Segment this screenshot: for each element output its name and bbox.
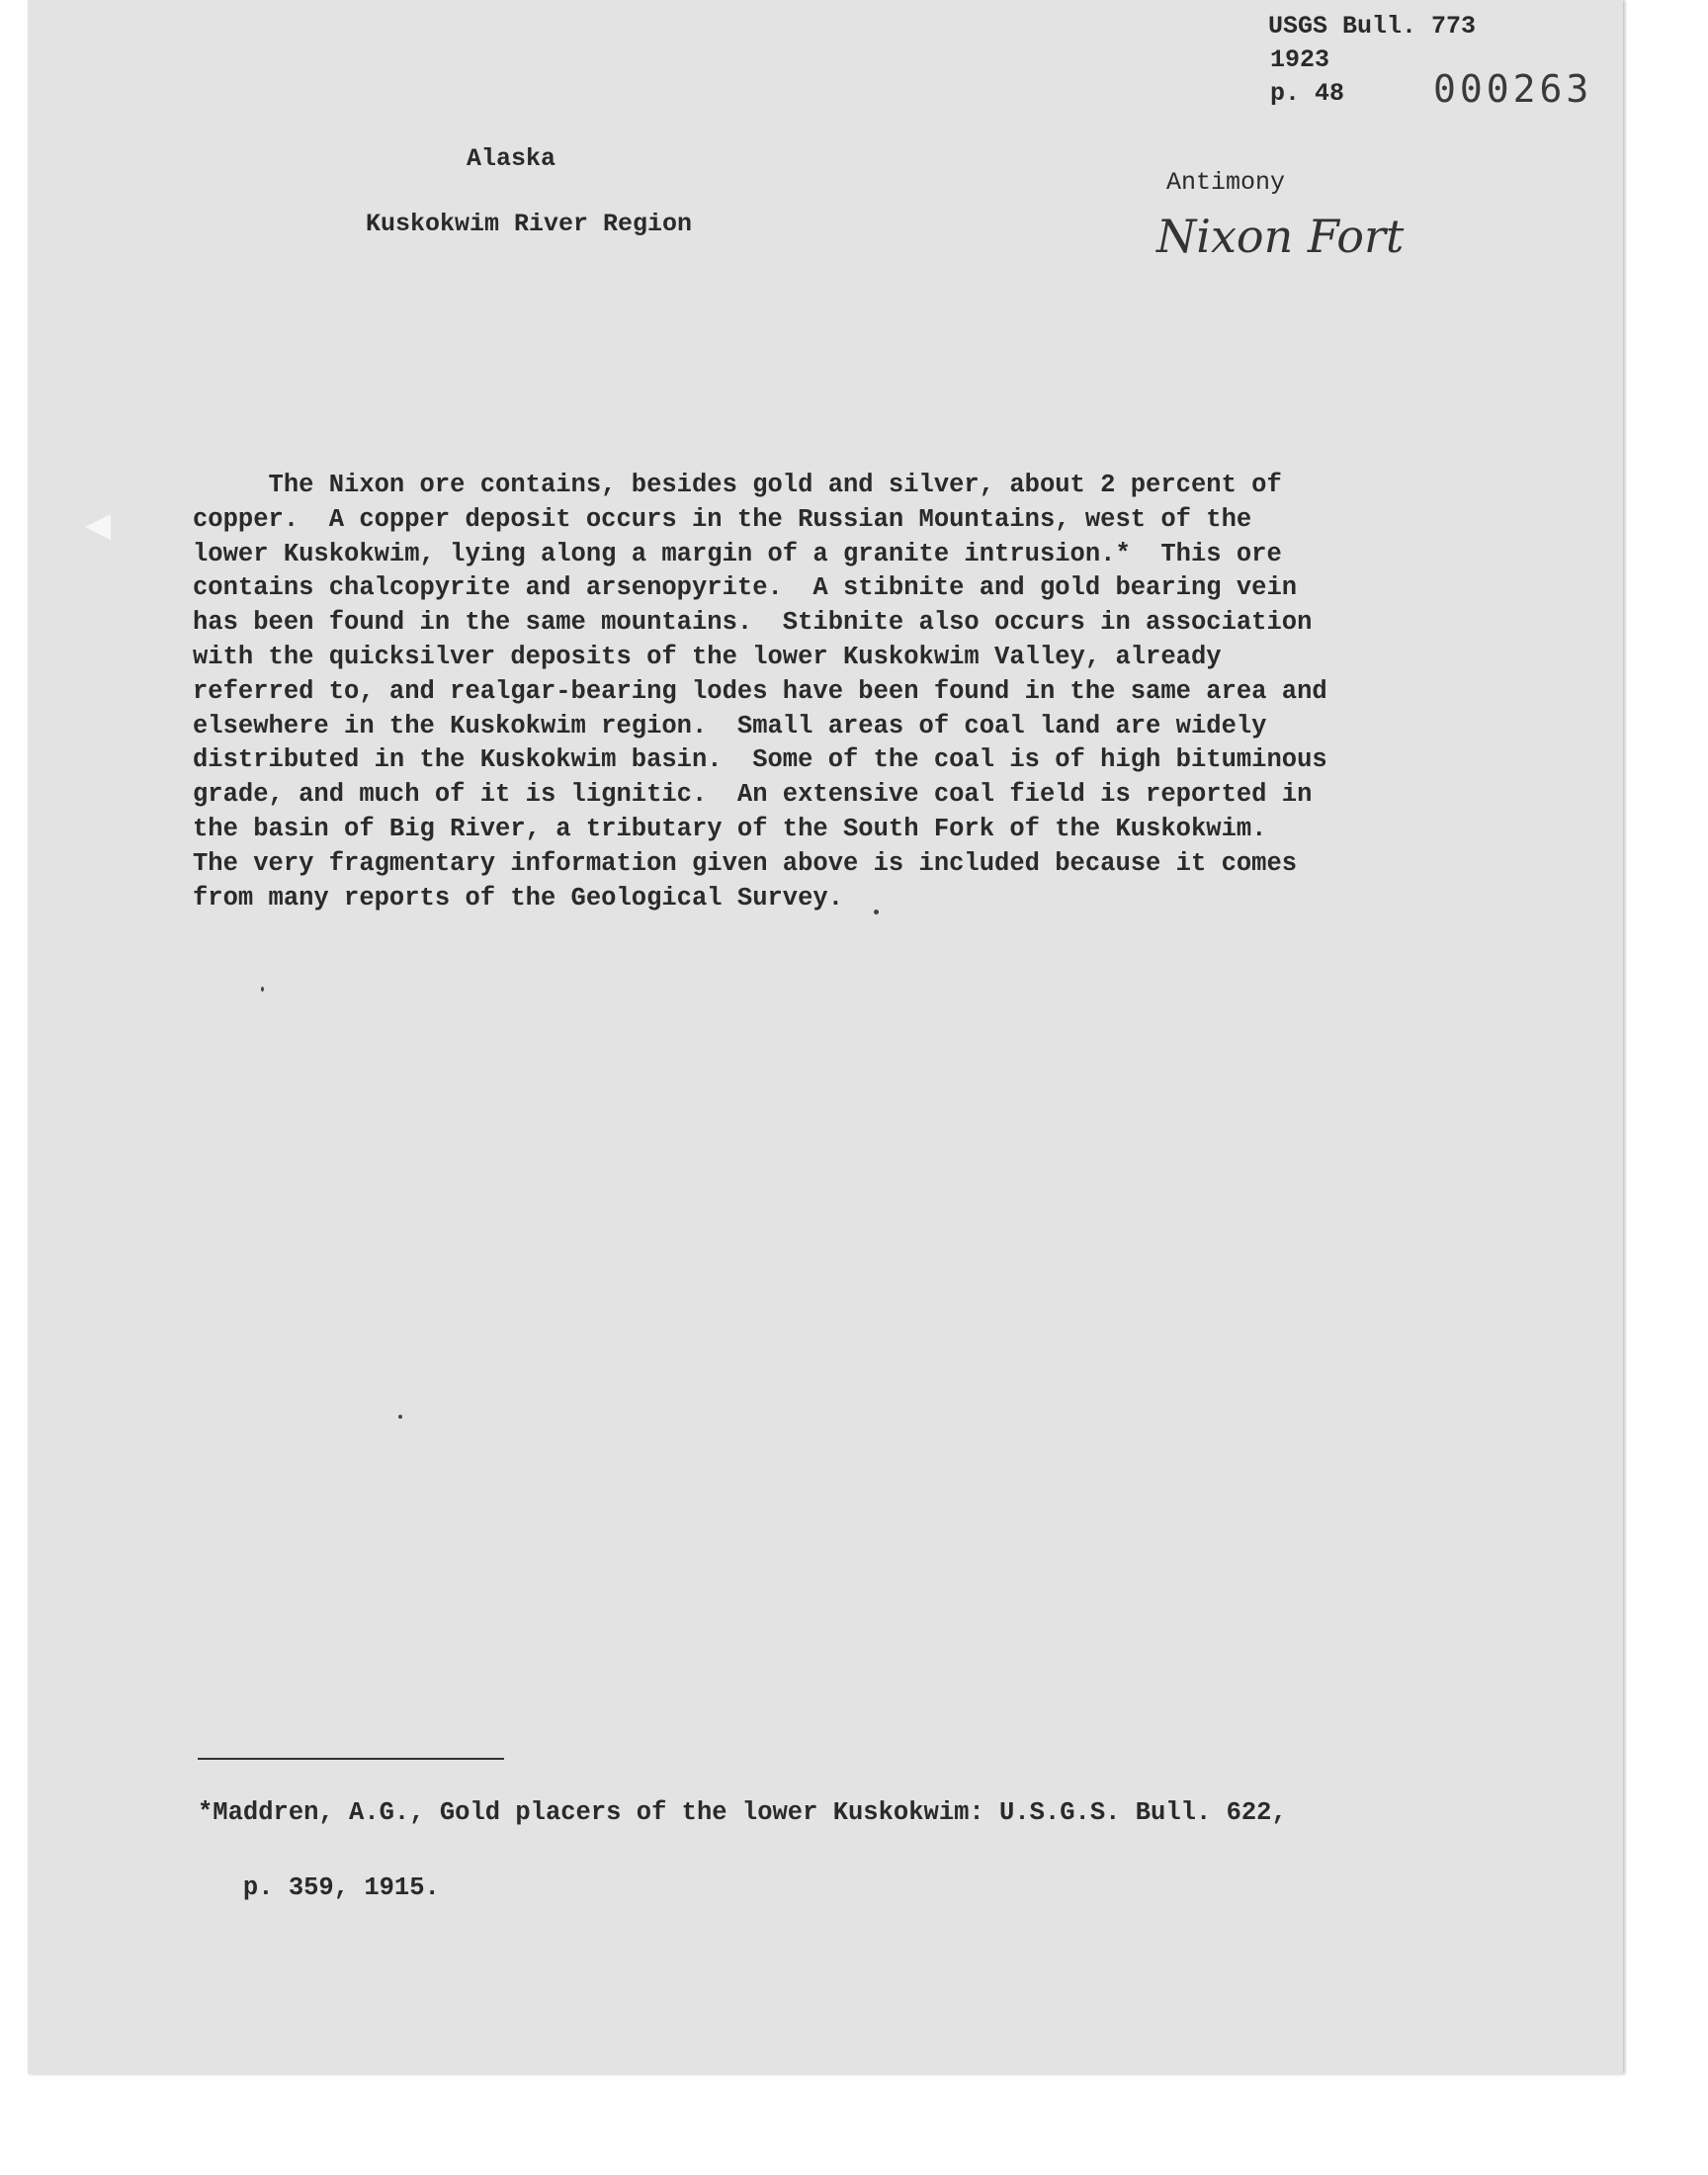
reference-year: 1923 xyxy=(1270,45,1330,74)
scan-speck xyxy=(261,987,264,992)
body-line: from many reports of the Geological Survey. xyxy=(193,883,844,913)
body-line: grade, and much of it is lignitic. An extensive coal field is reported in xyxy=(193,780,1313,810)
reference-source: USGS Bull. 773 xyxy=(1268,12,1477,41)
location-state: Alaska xyxy=(467,144,556,173)
document-number: 000263 xyxy=(1433,67,1593,111)
footnote-line: p. 359, 1915. xyxy=(198,1873,440,1902)
reference-page: p. 48 xyxy=(1270,79,1345,108)
body-line: The very fragmentary information given above is included because it comes xyxy=(193,848,1298,878)
scan-speck xyxy=(398,1415,402,1419)
handwritten-note: Nixon Fort xyxy=(1156,210,1405,263)
body-paragraph xyxy=(193,469,1438,915)
commodity-label: Antimony xyxy=(1166,168,1286,197)
scan-speck xyxy=(874,910,879,914)
body-line: lower Kuskokwim, lying along a margin of a granite intrusion.* This ore xyxy=(193,539,1282,568)
body-line: referred to, and realgar-bearing lodes have been found in the same area and xyxy=(193,676,1327,706)
body-line: distributed in the Kuskokwim basin. Some of the coal is of high bituminous xyxy=(193,745,1327,775)
body-line: contains chalcopyrite and arsenopyrite. A stibnite and gold bearing vein xyxy=(193,573,1298,603)
body-line: has been found in the same mountains. Stibnite also occurs in association xyxy=(193,608,1313,638)
body-line: elsewhere in the Kuskokwim region. Small areas of coal land are widely xyxy=(193,711,1267,740)
body-line: copper. A copper deposit occurs in the Russian Mountains, west of the xyxy=(193,504,1252,534)
body-line: The Nixon ore contains, besides gold and silver, about 2 percent of xyxy=(193,471,1282,499)
scan-tab-mark xyxy=(85,514,111,540)
body-line: with the quicksilver deposits of the lower Kuskokwim Valley, already xyxy=(193,642,1222,671)
body-line: the basin of Big River, a tributary of the South Fork of the Kuskokwim. xyxy=(193,814,1267,843)
location-region: Kuskokwim River Region xyxy=(366,210,693,238)
footnote-line: *Maddren, A.G., Gold placers of the lower Kuskokwim: U.S.G.S. Bull. 622, xyxy=(198,1798,1287,1827)
footnote xyxy=(198,1758,1287,1926)
